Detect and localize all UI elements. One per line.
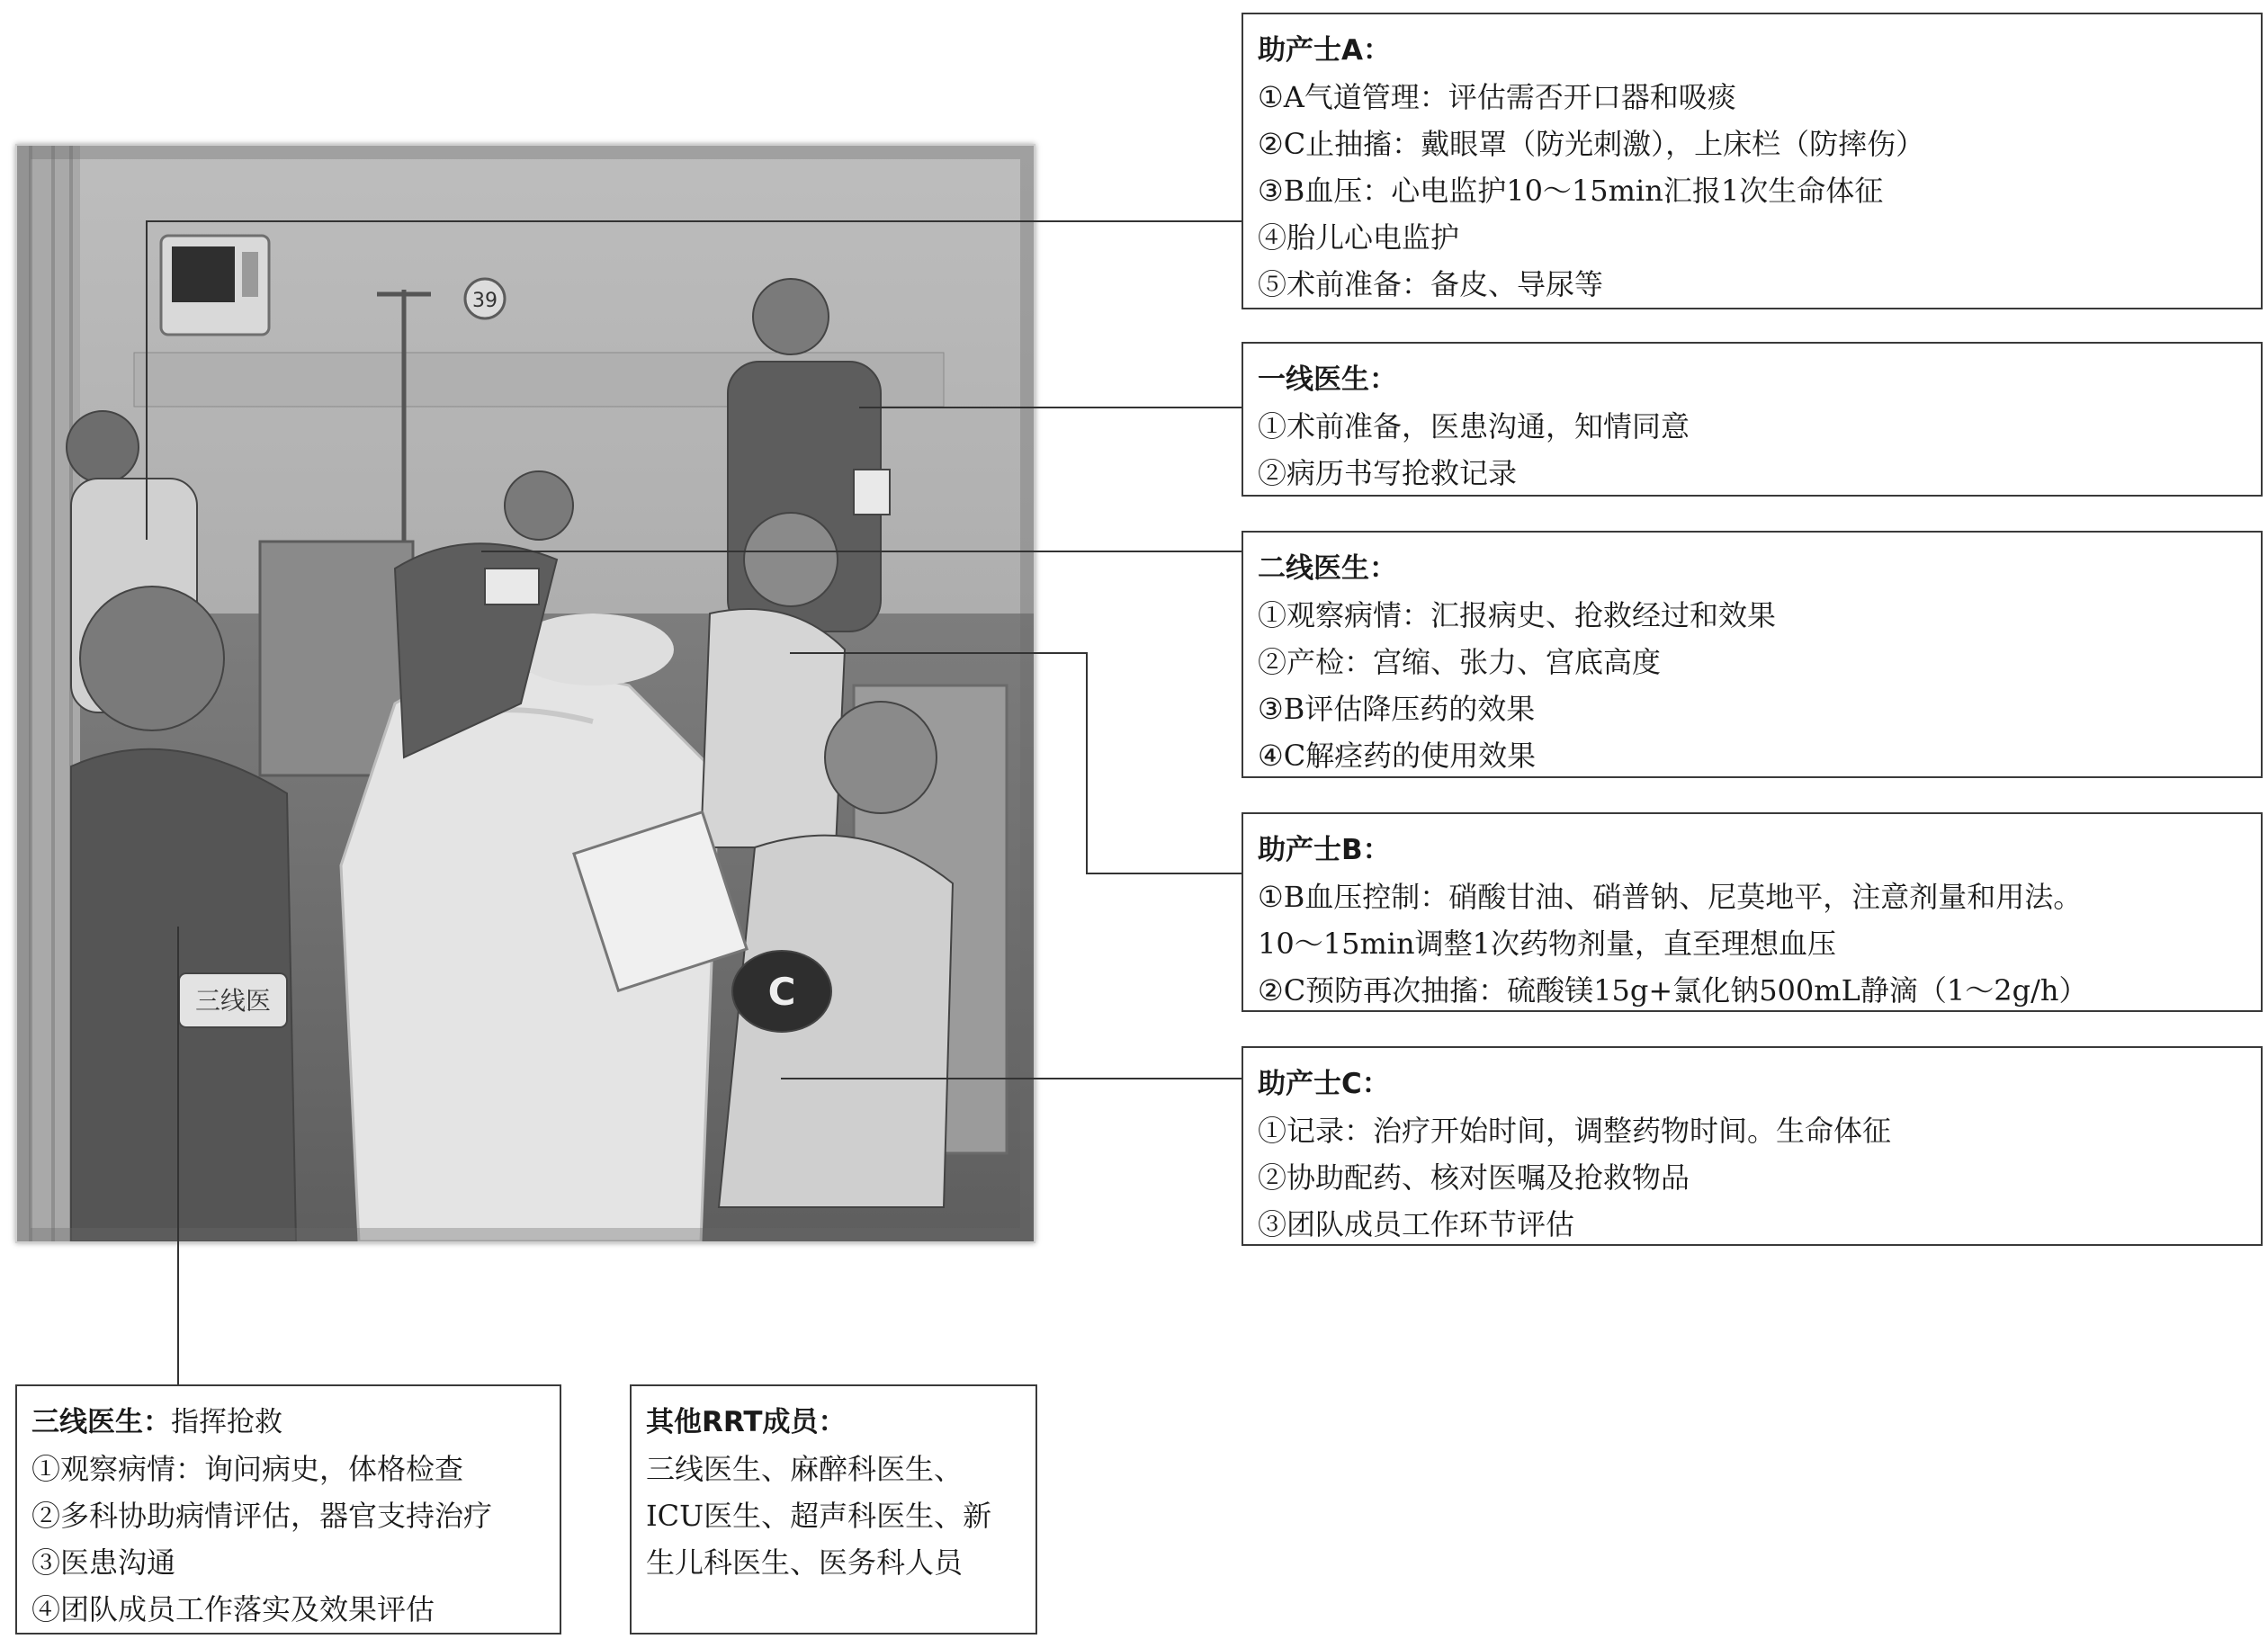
- midwife-b-item-2: ②C预防再次抽搐：硫酸镁15g+氯化钠500mL静滴（1～2g/h）: [1258, 973, 2088, 1008]
- third-line-doctor-item-2: ②多科协助病情评估，器官支持治疗: [31, 1499, 493, 1533]
- midwife-c-title: 助产士C：: [1258, 1068, 1390, 1100]
- third-line-doctor-item-3: ③医患沟通: [31, 1545, 176, 1580]
- first-line-doctor-title: 一线医生：: [1258, 363, 1397, 396]
- second-line-doctor-box: [1242, 531, 2263, 778]
- second-line-doctor-title: 二线医生：: [1258, 552, 1397, 585]
- first-line-doctor-item-1: ①术前准备，医患沟通，知情同意: [1258, 409, 1690, 443]
- connector-midwife-a: [147, 221, 1242, 540]
- second-line-doctor-item-1: ①观察病情：汇报病史、抢救经过和效果: [1258, 598, 1777, 632]
- midwife-a-item-4: ④胎儿心电监护: [1258, 220, 1460, 255]
- armband-c-label: C: [767, 970, 796, 1014]
- first-line-doctor-item-2: ②病历书写抢救记录: [1258, 456, 1518, 490]
- midwife-c-item-2: ②协助配药、核对医嘱及抢救物品: [1258, 1160, 1690, 1195]
- other-rrt-members-box: [630, 1384, 1037, 1635]
- midwife-b-box: [1242, 812, 2263, 1012]
- third-line-doctor-title: 三线医生：: [31, 1406, 171, 1438]
- second-line-doctor-item-3: ③B评估降压药的效果: [1258, 692, 1536, 726]
- other-rrt-members-line-3: 生儿科医生、医务科人员: [646, 1545, 964, 1580]
- midwife-c-item-1: ①记录：治疗开始时间，调整药物时间。生命体征: [1258, 1114, 1892, 1148]
- other-rrt-members-title: 其他RRT成员：: [646, 1406, 847, 1438]
- svg-text:39: 39: [472, 290, 498, 312]
- midwife-a-box: [1242, 13, 2263, 309]
- second-line-doctor-item-4: ④C解痉药的使用效果: [1258, 739, 1537, 773]
- third-line-doctor-item-1: ①观察病情：询问病史，体格检查: [31, 1452, 464, 1486]
- midwife-a-item-5: ⑤术前准备：备皮、导尿等: [1258, 267, 1604, 301]
- third-line-doctor-role: 指挥抢救: [171, 1406, 282, 1438]
- midwife-a-title: 助产士A：: [1258, 34, 1391, 67]
- third-line-doctor-box: [15, 1384, 561, 1635]
- midwife-a-item-1: ①A气道管理：评估需否开口器和吸痰: [1258, 80, 1736, 114]
- other-rrt-members-line-2: ICU医生、超声科医生、新: [646, 1499, 992, 1533]
- third-line-doctor-heading: [31, 1399, 545, 1446]
- midwife-a-item-2: ②C止抽搐：戴眼罩（防光刺激），上床栏（防摔伤）: [1258, 127, 1925, 161]
- midwife-a-item-3: ③B血压：心电监护10～15min汇报1次生命体征: [1258, 174, 1884, 208]
- connector-midwife-b: [790, 653, 1242, 873]
- midwife-b-item-1: ①B血压控制：硝酸甘油、硝普钠、尼莫地平，注意剂量和用法。: [1258, 880, 2083, 914]
- second-line-doctor-item-2: ②产检：宫缩、张力、宫底高度: [1258, 645, 1662, 679]
- midwife-c-box: [1242, 1046, 2263, 1246]
- midwife-b-title: 助产士B：: [1258, 834, 1391, 866]
- third-line-doctor-item-4: ④团队成员工作落实及效果评估: [31, 1592, 435, 1626]
- armband-third-line-label: 三线医: [194, 986, 272, 1016]
- other-rrt-members-line-1: 三线医生、麻醉科医生、: [646, 1452, 964, 1486]
- midwife-c-item-3: ③团队成员工作环节评估: [1258, 1207, 1575, 1241]
- midwife-b-item-1-cont: 10～15min调整1次药物剂量，直至理想血压: [1258, 927, 1836, 961]
- first-line-doctor-box: [1242, 342, 2263, 497]
